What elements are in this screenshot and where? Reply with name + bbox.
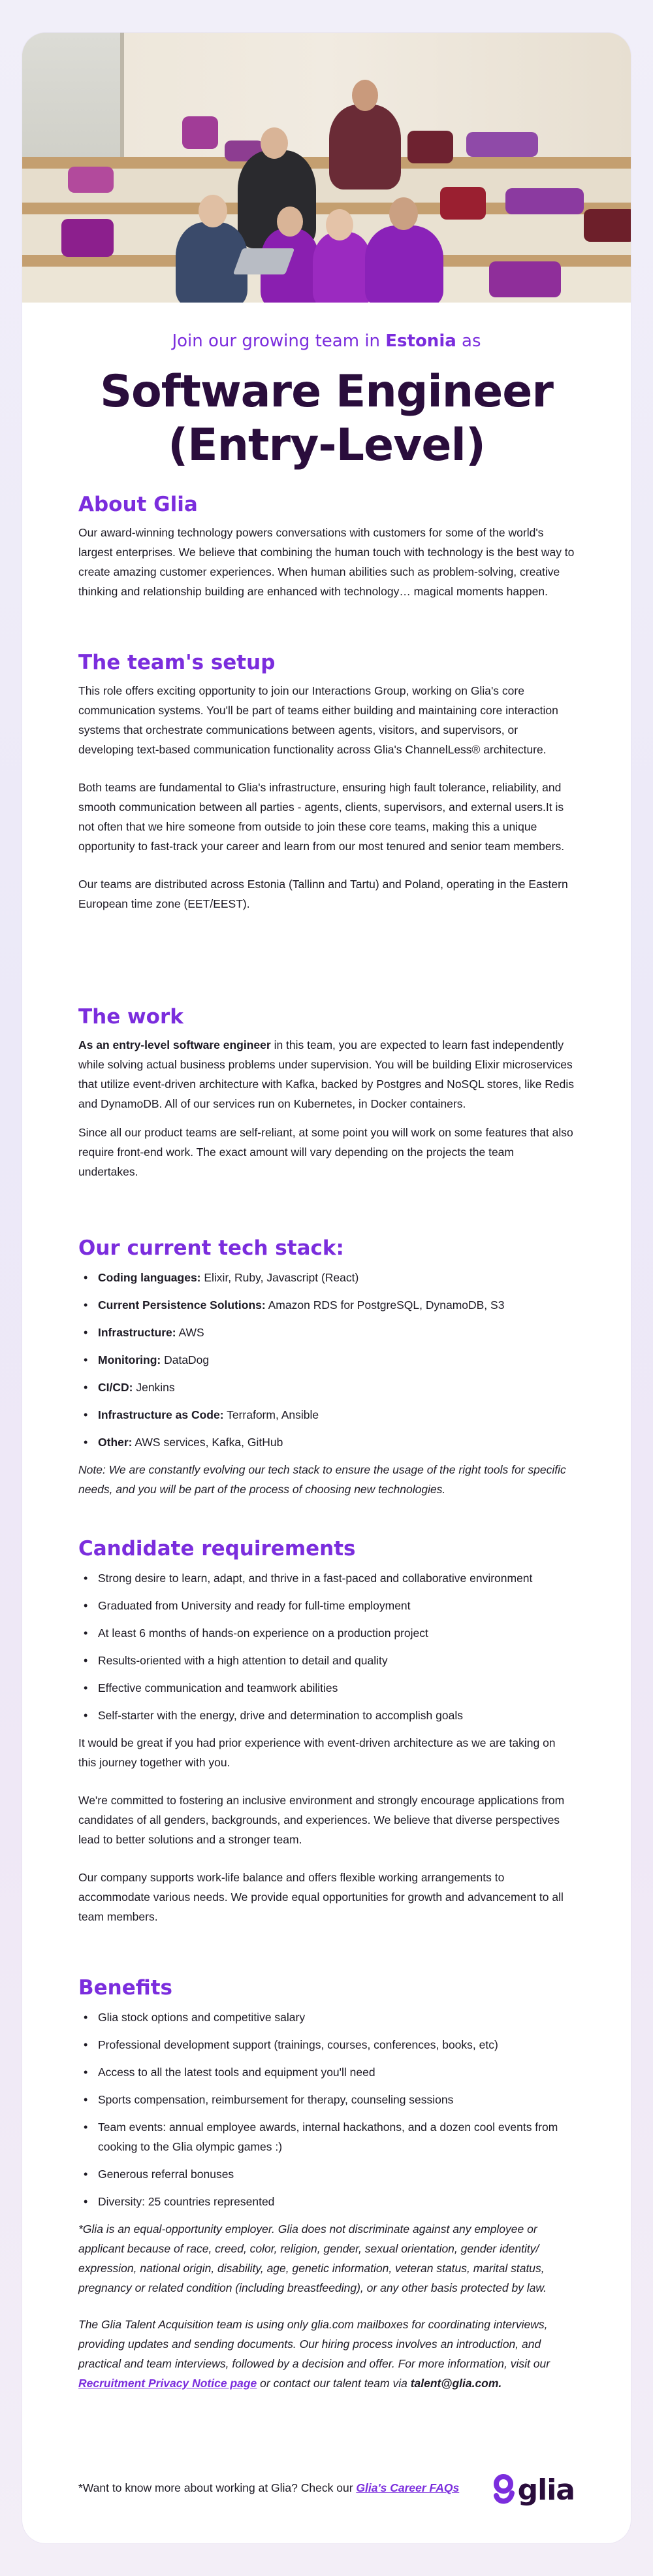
requirements-heading: Candidate requirements [78,1537,356,1560]
team-section [78,650,575,914]
recruitment-privacy-link[interactable]: Recruitment Privacy Notice page [78,2377,257,2390]
team-text-3: Our teams are distributed across Estonia (Tallinn and Tartu) and Poland, operating in the Eastern European time zone (EET/EEST). [78,878,568,910]
stack-item: • CI/CD: Jenkins [78,1378,575,1397]
talent-statement: The Glia Talent Acquisition team is using only glia.com mailboxes for coordinating interviews, providing updates and sending documents. Our hiring process involves an introduction, and practical and team interviews, followed by a decision and offer. For more information, visit our Recruitment Privacy Notice page or contact our talent team via talent@glia.com. [78,2318,550,2390]
stack-item: • Coding languages: Elixir, Ruby, Javascript (React) [78,1268,575,1287]
faq-prompt: *Want to know more about working at Glia? Check our Glia's Career FAQs [78,2481,460,2494]
kicker: Join our growing team in Estonia as [172,331,481,351]
career-faq-link[interactable]: Glia's Career FAQs [356,2481,460,2494]
team-text-2: Both teams are fundamental to Glia's infrastructure, ensuring high fault tolerance, reliability, and smooth communication between all parties - agents, clients, supervisors, and external users.It is not often that we hire someone from outside to join these core teams, making this a unique opportunity to fast-track your career and learn from our most tenured and senior team members. [78,781,565,853]
requirement-item: • Graduated from University and ready for full-time employment [78,1596,575,1615]
team-photo [22,33,631,303]
benefits-heading: Benefits [78,1976,172,2000]
benefit-item: • Professional development support (trainings, courses, conferences, books, etc) [78,2035,575,2055]
glia-logo [492,2471,575,2509]
kicker-location: Estonia [385,331,456,351]
stack-item: • Other: AWS services, Kafka, GitHub [78,1432,575,1452]
team-text-1: This role offers exciting opportunity to join our Interactions Group, working on Glia's core communication systems. You'll be part of teams either building and maintaining core interaction systems that orchestrate communications between agents, visitors, and supervisors, or developing text-based communication functionality across Glia's ChannelLess® architecture. [78,684,558,756]
about-section [78,491,575,601]
stack-item: • Infrastructure: AWS [78,1323,575,1342]
about-heading: About Glia [78,493,198,516]
stack-item: • Current Persistence Solutions: Amazon RDS for PostgreSQL, DynamoDB, S3 [78,1295,575,1315]
work-section [78,1004,575,1181]
eeo-statement: *Glia is an equal-opportunity employer. Glia does not discriminate against any employee or applicant because of race, creed, color, religion, gender, sexual orientation, gender identity/ expression, national origin, disability, age, genetic information, veteran status, marital status, pregnancy or related condition (including breastfeeding), or any other basis protected by law. [78,2222,547,2294]
stack-heading: Our current tech stack: [78,1236,344,1260]
stack-item: • Monitoring: DataDog [78,1350,575,1370]
talent-email[interactable]: talent@glia.com. [410,2377,502,2390]
requirements-text-3: Our company supports work-life balance and offers flexible working arrangements to accommodate various needs. We provide equal opportunities for growth and advancement to all team members. [78,1871,564,1923]
requirements-text-1: It would be great if you had prior experience with event-driven architecture as we are taking on this journey together with you. [78,1736,556,1769]
stack-section [78,1235,575,1499]
requirement-item: • Self-starter with the energy, drive and determination to accomplish goals [78,1706,575,1725]
benefit-item: • Team events: annual employee awards, internal hackathons, and a dozen cool events from cooking to the Glia olympic games :) [78,2117,575,2156]
requirement-item: • At least 6 months of hands-on experience on a production project [78,1623,575,1643]
requirement-item: • Effective communication and teamwork abilities [78,1678,575,1698]
footer [78,2469,575,2509]
requirements-list [78,1568,575,1725]
benefit-item: • Sports compensation, reimbursement for therapy, counseling sessions [78,2090,575,2109]
benefit-item: • Diversity: 25 countries represented [78,2192,575,2211]
requirements-text-2: We're committed to fostering an inclusive environment and strongly encourage applications from candidates of all genders, backgrounds, and experiences. We believe that diverse perspectives lead to better solutions and a stronger team. [78,1794,565,1846]
page-title: Software Engineer (Entry-Level) [100,366,553,471]
team-heading: The team's setup [78,651,276,674]
job-card [22,33,631,2543]
requirement-item: • Strong desire to learn, adapt, and thrive in a fast-paced and collaborative environment [78,1568,575,1588]
requirement-item: • Results-oriented with a high attention to detail and quality [78,1651,575,1670]
requirements-section [78,1536,575,1926]
benefits-section [78,1975,575,2393]
glia-logo-icon [492,2473,515,2506]
benefit-item: • Generous referral bonuses [78,2164,575,2184]
work-heading: The work [78,1005,183,1029]
stack-list [78,1268,575,1452]
about-text: Our award-winning technology powers conversations with customers for some of the world's largest enterprises. We believe that combining the human touch with technology is the best way to create amazing customer experiences. When human abilities such as problem-solving, creative thinking and relationship building are enhanced with technology… magical moments happen. [78,526,575,598]
stack-item: • Infrastructure as Code: Terraform, Ansible [78,1405,575,1425]
benefit-item: • Glia stock options and competitive salary [78,2007,575,2027]
work-text-1: As an entry-level software engineer in this team, you are expected to learn fast independently while solving actual business problems under supervision. You will be building Elixir microservices that utilize event-driven architecture with Kafka, backed by Postgres and NoSQL stores, like Redis and DynamoDB. All of our services run on Kubernetes, in Docker containers. [78,1038,575,1110]
glia-logo-text: glia [517,2473,575,2507]
benefits-list [78,2007,575,2211]
work-text-2: Since all our product teams are self-reliant, at some point you will work on some features that also require front-end work. The exact amount will vary depending on the projects the team undertakes. [78,1126,573,1178]
stack-note: Note: We are constantly evolving our tech stack to ensure the usage of the right tools for specific needs, and you will be part of the process of choosing new technologies. [78,1463,566,1496]
benefit-item: • Access to all the latest tools and equipment you'll need [78,2062,575,2082]
